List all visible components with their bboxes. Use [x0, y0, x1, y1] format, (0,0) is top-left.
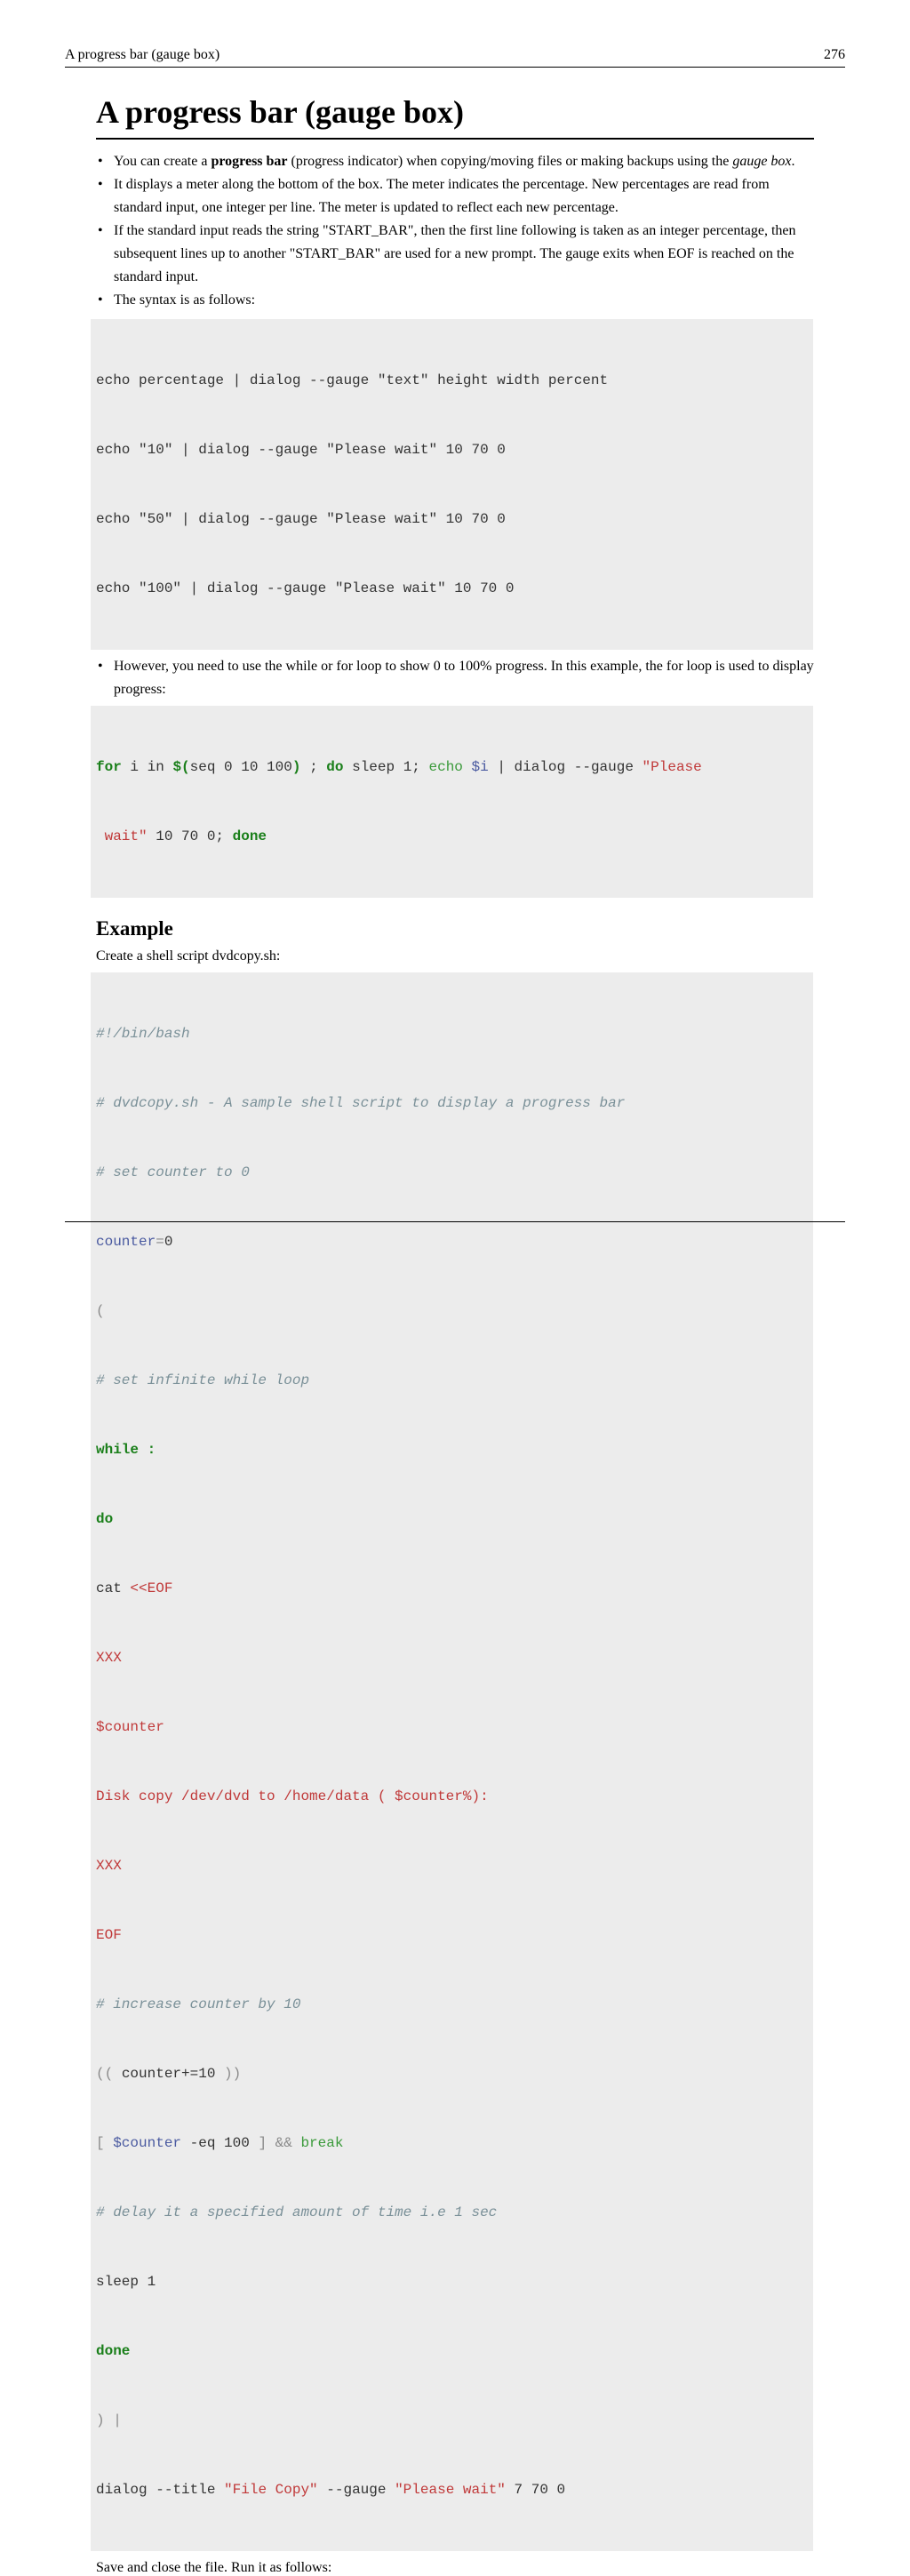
bullet-bold-term: progress bar — [211, 154, 288, 169]
code-line — [96, 2132, 813, 2155]
code-line — [96, 1438, 813, 1461]
code-token: <<EOF — [130, 1580, 173, 1596]
code-token: 10 70 0 — [147, 828, 216, 844]
code-token: # set infinite while loop — [96, 1372, 310, 1388]
code-token: counter — [96, 1234, 156, 1250]
code-token: counter+=10 — [121, 2066, 216, 2082]
code-line — [96, 1508, 813, 1531]
code-token: -eq 100 — [181, 2135, 259, 2151]
code-line — [96, 1022, 813, 1045]
list-item — [96, 150, 818, 173]
code-line — [96, 2270, 813, 2293]
bullet-text: (progress indicator) when copying/moving files or making backups using the — [287, 154, 733, 169]
code-token: #!/bin/bash — [96, 1026, 190, 1042]
code-token: 0 — [164, 1234, 173, 1250]
code-token: [ — [96, 2135, 114, 2151]
code-line — [96, 2340, 813, 2363]
loop-bullets — [96, 655, 818, 701]
code-token: EOF — [96, 1927, 122, 1943]
code-line — [96, 825, 813, 848]
code-token: ; — [300, 759, 327, 775]
footer-rule — [65, 1221, 845, 1222]
code-token: cat — [96, 1580, 131, 1596]
header-rule — [65, 67, 845, 68]
code-token: # increase counter by 10 — [96, 1996, 301, 2012]
code-token: do — [96, 1511, 114, 1527]
code-token: # set counter to 0 — [96, 1164, 250, 1180]
code-line — [96, 1230, 813, 1253]
bullet-text: . — [791, 154, 795, 169]
code-token: = — [156, 1234, 164, 1250]
page-content — [96, 89, 818, 2576]
code-line — [96, 1993, 813, 2016]
code-line — [96, 1092, 813, 1115]
code-token: break — [300, 2135, 344, 2151]
code-token: echo — [428, 759, 463, 775]
code-line — [96, 1924, 813, 1947]
code-token: ] && — [258, 2135, 301, 2151]
code-token: "File Copy" — [224, 2482, 318, 2498]
code-line — [96, 1716, 813, 1739]
code-token: XXX — [96, 1858, 122, 1874]
code-line — [96, 1300, 813, 1323]
bullet-italic-term: gauge box — [732, 154, 792, 169]
code-line — [96, 1369, 813, 1392]
code-line — [96, 1577, 813, 1600]
code-token: (( — [96, 2066, 122, 2082]
intro-bullets — [96, 150, 818, 312]
code-token: $counter — [96, 1719, 164, 1735]
script-code-block — [91, 972, 813, 2551]
code-token: ( — [96, 1303, 105, 1319]
loop-code-block — [91, 706, 813, 898]
code-token: # dvdcopy.sh - A sample shell script to display a progress bar — [96, 1095, 626, 1111]
code-token — [164, 759, 173, 775]
code-token: sleep 1 — [96, 2274, 156, 2290]
code-token: while — [96, 1442, 140, 1458]
code-token: $i — [471, 759, 489, 775]
code-line — [96, 1161, 813, 1184]
example-heading: Example — [96, 917, 173, 940]
code-line — [96, 756, 813, 779]
code-token: "Please wait" — [395, 2482, 506, 2498]
running-header — [65, 46, 845, 64]
code-token: in — [147, 759, 164, 775]
code-line — [96, 1854, 813, 1877]
list-item: • However, you need to use the while or for loop to show 0 to 100% progress. In this example, the for loop is used to display progress: — [96, 655, 818, 701]
code-line: echo "100" | dialog --gauge "Please wait" 10 70 0 — [96, 580, 515, 596]
code-token: )) — [215, 2066, 242, 2082]
code-token: $counter — [113, 2135, 182, 2151]
code-token: 7 70 0 — [505, 2482, 566, 2498]
code-token: do — [326, 759, 344, 775]
code-line: echo "10" | dialog --gauge "Please wait" 10 70 0 — [96, 442, 506, 458]
closing-text: Save and close the file. Run it as follows: — [96, 2560, 332, 2575]
code-token: ) — [291, 759, 301, 775]
code-token: $( — [172, 759, 190, 775]
list-item: • It displays a meter along the bottom of the box. The meter indicates the percentage. New percentages are read from standard input, one integer per line. The meter is updated to reflect each new percentage. — [96, 173, 818, 220]
code-token: dialog --title — [96, 2482, 225, 2498]
code-token: done — [232, 828, 267, 844]
code-line — [96, 2478, 813, 2501]
code-token: i — [121, 759, 148, 775]
code-token: # delay it a specified amount of time i.e 1 sec — [96, 2204, 498, 2220]
code-token: ) | — [96, 2412, 122, 2428]
page-title: A progress bar (gauge box) — [96, 89, 814, 140]
code-line — [96, 1785, 813, 1808]
example-intro: Create a shell script dvdcopy.sh: — [96, 948, 281, 964]
bullet-text: You can create a — [114, 154, 212, 169]
code-token: sleep 1; — [343, 759, 429, 775]
page-number: 276 — [824, 47, 845, 62]
code-token — [463, 759, 472, 775]
code-token: XXX — [96, 1650, 122, 1666]
code-token: "Please — [642, 759, 702, 775]
code-token: for — [96, 759, 122, 775]
list-item: • If the standard input reads the string "START_BAR", then the first line following is taken as an integer percentage, then subsequent lines up to another "START_BAR" are used for a new prompt. The gauge exits when EOF is reached on the standard input. — [96, 220, 818, 289]
code-token: Disk copy /dev/dvd to /home/data ( $counter%): — [96, 1788, 489, 1804]
code-line: echo "50" | dialog --gauge "Please wait" 10 70 0 — [96, 511, 506, 527]
code-line — [96, 2409, 813, 2432]
code-token: | dialog --gauge — [488, 759, 643, 775]
code-token: wait" — [96, 828, 148, 844]
code-token: seq 0 10 100 — [189, 759, 292, 775]
code-token: --gauge — [317, 2482, 395, 2498]
code-line — [96, 2201, 813, 2224]
code-line: echo percentage | dialog --gauge "text" height width percent — [96, 372, 609, 388]
code-line — [96, 1646, 813, 1669]
code-line — [96, 2062, 813, 2085]
list-item: • The syntax is as follows: — [96, 289, 818, 312]
code-token: ; — [215, 828, 233, 844]
code-token: done — [96, 2343, 131, 2359]
syntax-code-block — [91, 319, 813, 650]
code-token: : — [139, 1442, 156, 1458]
running-title: A progress bar (gauge box) — [65, 47, 220, 62]
